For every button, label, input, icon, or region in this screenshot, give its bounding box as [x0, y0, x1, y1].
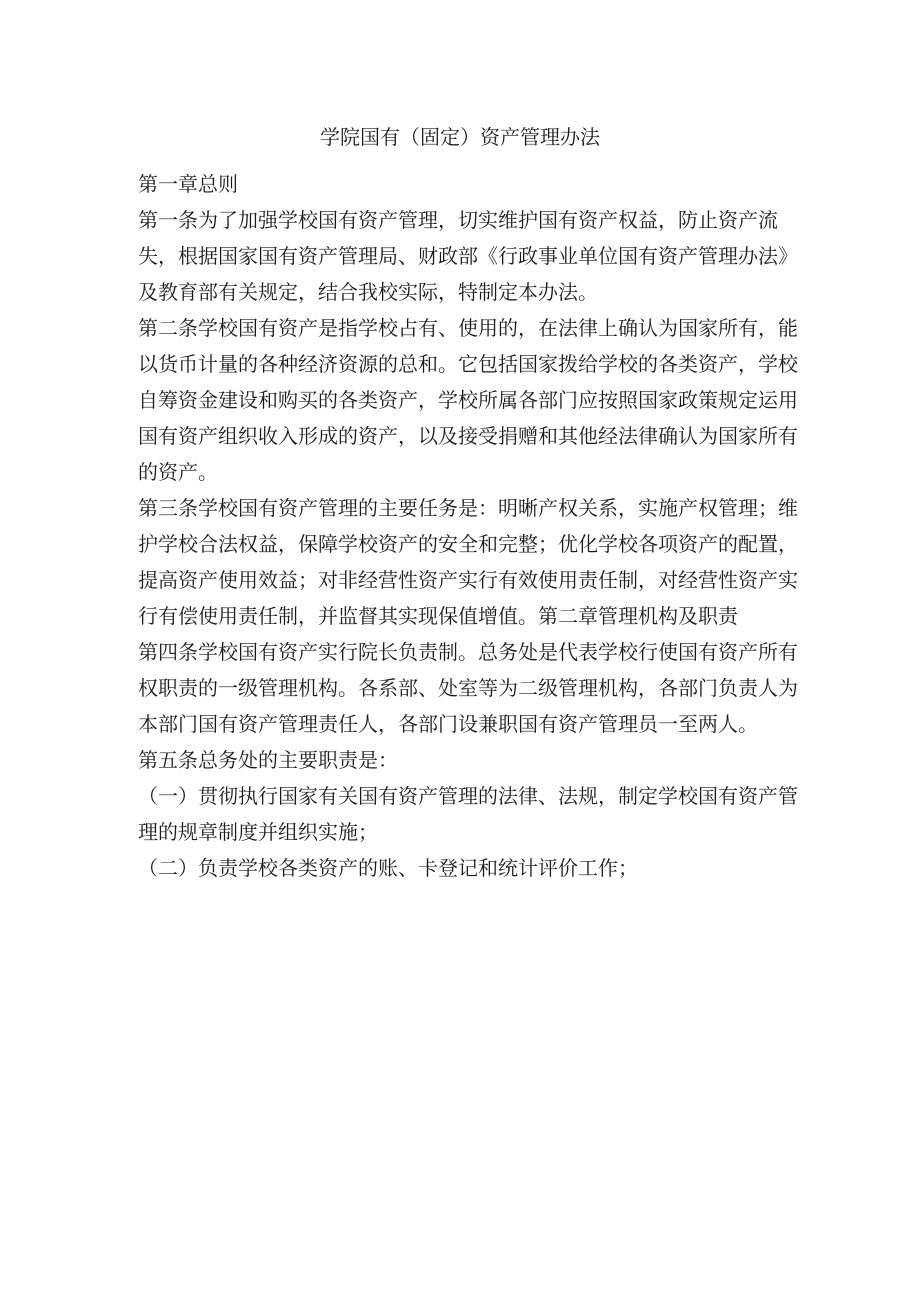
document-title: 学院国有（固定）资产管理办法: [320, 125, 600, 149]
article-5-item-1: （一）贯彻执行国家有关国有资产管理的法律、法规，制定学校国有资产管理的规章制度并组织实施；: [138, 784, 798, 844]
document-body: [138, 166, 802, 886]
article-3: 第三条学校国有资产管理的主要任务是：明晰产权关系，实施产权管理；维护学校合法权益，保障学校资产的安全和完整；优化学校各项资产的配置，提高资产使用效益；对非经营性资产实行有效使用责任制，对经营性资产实行有偿使用责任制，并监督其实现保值增值。第二章管理机构及职责: [138, 496, 798, 628]
article-5: 第五条总务处的主要职责是：: [138, 748, 398, 772]
chapter-heading-general-provisions: 第一章总则: [138, 172, 238, 196]
article-2: 第二条学校国有资产是指学校占有、使用的，在法律上确认为国家所有，能以货币计量的各种经济资源的总和。它包括国家拨给学校的各类资产，学校自筹资金建设和购买的各类资产，学校所属各部门应按照国家政策规定运用国有资产组织收入形成的资产，以及接受捐赠和其他经法律确认为国家所有的资产。: [138, 316, 798, 484]
article-4: 第四条学校国有资产实行院长负责制。总务处是代表学校行使国有资产所有权职责的一级管理机构。各系部、处室等为二级管理机构，各部门负责人为本部门国有资产管理责任人，各部门设兼职国有资产管理员一至两人。: [138, 640, 798, 736]
article-1: 第一条为了加强学校国有资产管理，切实维护国有资产权益，防止资产流失，根据国家国有资产管理局、财政部《行政事业单位国有资产管理办法》及教育部有关规定，结合我校实际，特制定本办法。: [138, 208, 798, 304]
article-5-item-2: （二）负责学校各类资产的账、卡登记和统计评价工作；: [138, 856, 638, 880]
